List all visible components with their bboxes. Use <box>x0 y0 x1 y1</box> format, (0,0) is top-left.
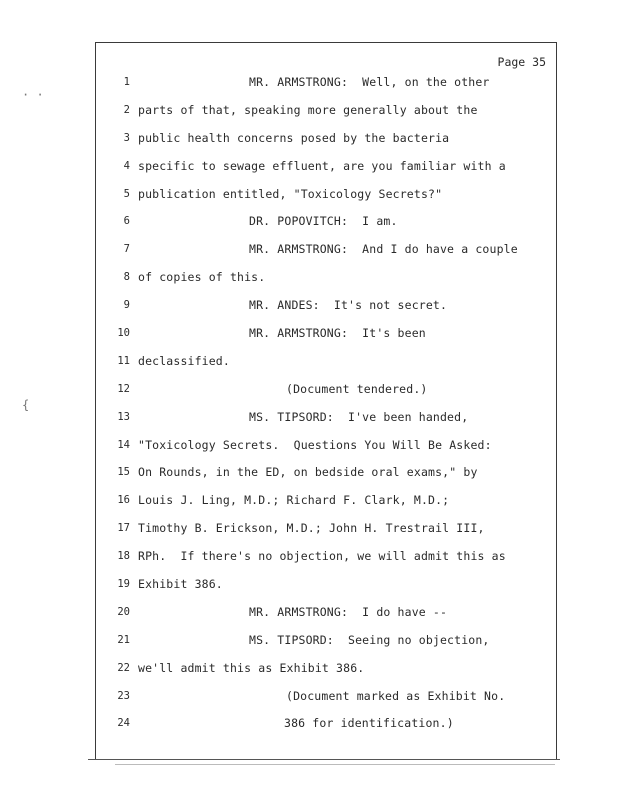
transcript-line: MS. TIPSORD: Seeing no objection, <box>249 632 490 647</box>
line-number: 22 <box>117 661 130 674</box>
page-number: Page 35 <box>497 55 546 69</box>
line-number: 17 <box>117 522 130 535</box>
line-number: 3 <box>123 131 130 144</box>
line-number: 13 <box>117 410 130 423</box>
line-number: 1 <box>123 76 130 88</box>
transcript-line: RPh. If there's no objection, we will admit this as <box>138 549 506 564</box>
page-bottom-rule-secondary <box>115 764 555 765</box>
transcript-page <box>95 42 557 760</box>
transcript-line: (Document tendered.) <box>286 381 428 396</box>
line-number: 7 <box>123 243 130 256</box>
transcript-line: Timothy B. Erickson, M.D.; John H. Trestrail III, <box>138 521 485 536</box>
line-number: 9 <box>123 299 130 312</box>
line-number: 6 <box>123 215 130 228</box>
page-bottom-rule <box>88 759 560 760</box>
transcript-line: public health concerns posed by the bacteria <box>138 130 450 145</box>
line-number: 11 <box>117 354 130 367</box>
transcript-line: MR. ARMSTRONG: Well, on the other <box>249 75 490 89</box>
line-number: 19 <box>117 578 130 591</box>
line-number: 14 <box>117 438 130 451</box>
line-number: 12 <box>117 382 130 395</box>
transcript-line: declassified. <box>138 353 230 368</box>
transcript-text <box>138 75 550 744</box>
transcript-line: MR. ARMSTRONG: It's been <box>249 326 426 341</box>
transcript-line: On Rounds, in the ED, on bedside oral exams," by <box>138 465 478 480</box>
line-number: 10 <box>117 327 130 340</box>
transcript-line: we'll admit this as Exhibit 386. <box>138 660 365 675</box>
transcript-line: parts of that, speaking more generally about the <box>138 102 478 117</box>
line-number: 23 <box>117 689 130 702</box>
transcript-line: DR. POPOVITCH: I am. <box>249 214 398 229</box>
transcript-line: of copies of this. <box>138 270 266 285</box>
transcript-line: 386 for identification.) <box>284 716 454 731</box>
line-number: 20 <box>117 605 130 618</box>
transcript-line: Louis J. Ling, M.D.; Richard F. Clark, M.D.; <box>138 493 450 508</box>
line-number: 15 <box>117 466 130 479</box>
scan-artifact-bracket: { <box>22 398 30 412</box>
line-number: 5 <box>123 187 130 200</box>
line-number: 16 <box>117 494 130 507</box>
transcript-line: MS. TIPSORD: I've been handed, <box>249 409 469 424</box>
transcript-line: "Toxicology Secrets. Questions You Will Be Asked: <box>138 437 492 452</box>
line-number: 18 <box>117 550 130 563</box>
transcript-line: MR. ARMSTRONG: I do have -- <box>249 604 448 619</box>
scan-artifact-mark: · · <box>22 88 44 102</box>
line-number: 24 <box>117 717 130 730</box>
line-number: 4 <box>123 159 130 172</box>
line-number: 21 <box>117 633 130 646</box>
transcript-line: MR. ARMSTRONG: And I do have a couple <box>249 242 518 257</box>
line-number-column <box>96 75 130 744</box>
line-number: 8 <box>123 271 130 284</box>
transcript-line: MR. ANDES: It's not secret. <box>249 298 448 313</box>
transcript-line: (Document marked as Exhibit No. <box>286 688 506 703</box>
transcript-line: specific to sewage effluent, are you familiar with a <box>138 158 506 173</box>
transcript-line: publication entitled, "Toxicology Secrets?" <box>138 186 443 201</box>
transcript-line: Exhibit 386. <box>138 577 223 592</box>
line-number: 2 <box>123 103 130 116</box>
